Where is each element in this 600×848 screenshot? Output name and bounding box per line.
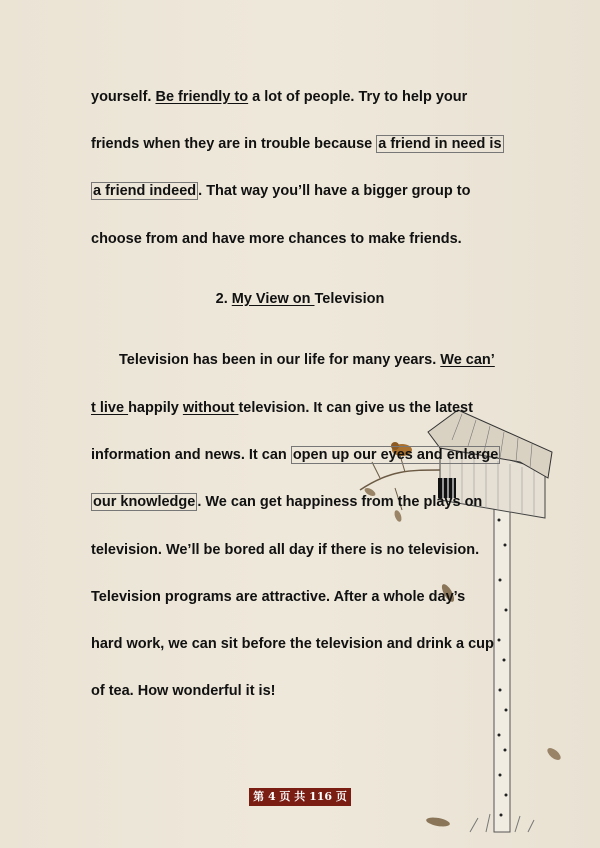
text-segment: information and news. It can [91,447,291,463]
text-line [91,492,511,512]
text-segment: choose from and have more chances to make friends. [91,231,462,247]
section-heading [0,289,600,309]
boxed-phrase: a friend in need is [378,136,502,152]
text-line [91,681,511,701]
text-segment: of tea. How wonderful it is! [91,683,276,699]
boxed-phrase: open up our eyes and enlarge [292,447,499,463]
page-number-footer: 第 4 页 共 116 页 [249,788,351,806]
text-segment: television. We’ll be bored all day if there is no television. [91,542,480,558]
underlined-phrase: We can’ [440,352,495,368]
text-line [91,540,511,560]
text-segment: . We can get happiness from the plays on [197,494,483,510]
text-line [91,229,511,249]
text-segment: a lot of people. Try to help your [248,89,468,105]
text-line [91,350,539,370]
boxed-phrase: a friend indeed [93,183,197,199]
text-line [91,445,511,465]
boxed-phrase: our knowledge [93,494,196,510]
underlined-phrase: t live [91,400,129,416]
text-segment: television. It can give us the latest [238,400,473,416]
text-line [91,134,511,154]
text-line [91,398,511,418]
underlined-phrase: My View on [231,291,315,307]
text-segment: yourself. [91,89,156,105]
text-segment: . That way you’ll have a bigger group to [198,183,471,199]
text-segment: hard work, we can sit before the television and drink a cup [91,636,494,652]
text-segment: happily [128,400,183,416]
underlined-phrase: without [182,400,239,416]
text-segment: Television programs are attractive. After a whole day’s [91,589,466,605]
text-segment: friends when they are in trouble because [91,136,377,152]
heading-text: Television [314,291,385,307]
text-line [91,587,511,607]
heading-number: 2. [215,291,232,307]
text-line [91,87,511,107]
text-line [91,181,511,201]
text-line [91,634,511,654]
underlined-phrase: Be friendly to [155,89,249,105]
text-segment: Television has been in our life for many years. [119,352,441,368]
